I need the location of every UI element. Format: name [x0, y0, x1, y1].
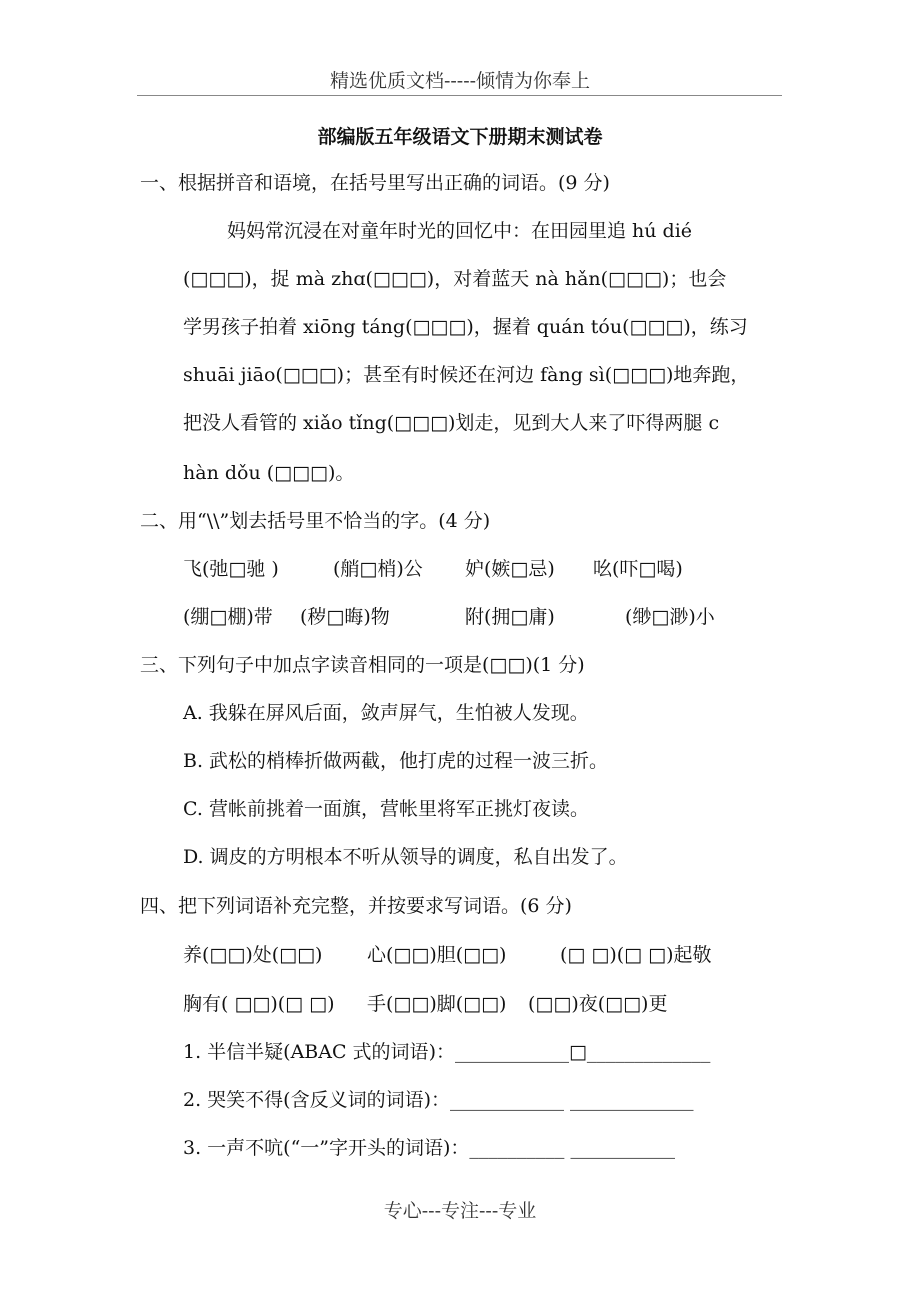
word-choice-item: (艄□梢)公: [333, 558, 423, 580]
word-choice-item: 吆(吓□喝): [593, 558, 683, 580]
header-divider: [137, 95, 782, 96]
option-a: A. 我躲在屏风后面，敛声屏气，生怕被人发现。: [183, 702, 589, 724]
option-c: C. 营帐前挑着一面旗，营帐里将军正挑灯夜读。: [183, 798, 589, 820]
word-choice-item: (绷□棚)带: [183, 606, 273, 628]
idiom-fill-item: 养(□□)处(□□): [183, 944, 323, 966]
page-footer: 专心---专注---专业: [383, 1200, 537, 1222]
section-1-line: hàn dǒu (□□□)。: [183, 462, 355, 484]
word-choice-item: (缈□渺)小: [625, 606, 715, 628]
section-1-line: 把没人看管的 xiǎo tǐng(□□□)划走，见到大人来了吓得两腿 c: [183, 412, 720, 434]
word-writing-item: 3. 一声不吭(“一”字开头的词语)：__________ ___________: [183, 1137, 675, 1159]
section-1-line: shuāi jiāo(□□□)；甚至有时候还在河边 fàng sì(□□□)地奔跑，: [183, 364, 750, 386]
word-choice-item: 飞(弛□驰 ): [183, 558, 279, 580]
option-d: D. 调皮的方明根本不听从领导的调度，私自出发了。: [183, 846, 628, 868]
section-1-line: 学男孩子拍着 xiōng táng(□□□)，握着 quán tóu(□□□)，练习: [183, 316, 748, 338]
word-choice-item: 妒(嫉□忌): [465, 558, 555, 580]
page-header: 精选优质文档-----倾情为你奉上: [329, 70, 591, 92]
section-1-line: 妈妈常沉浸在对童年时光的回忆中：在田园里追 hú dié: [227, 220, 693, 242]
section-2-heading: 二、用“\\”划去括号里不恰当的字。(4 分): [140, 510, 491, 532]
option-b: B. 武松的梢棒折做两截，他打虎的过程一波三折。: [183, 750, 609, 772]
idiom-fill-item: 心(□□)胆(□□): [367, 944, 507, 966]
word-choice-item: 附(拥□庸): [465, 606, 555, 628]
idiom-fill-item: (□□)夜(□□)更: [528, 993, 668, 1015]
section-1-line: (□□□)，捉 mà zhɑ(□□□)，对着蓝天 nà hǎn(□□□)；也会: [183, 268, 727, 290]
word-writing-item: 2. 哭笑不得(含反义词的词语)：____________ _____________: [183, 1089, 694, 1111]
word-choice-item: (秽□晦)物: [300, 606, 390, 628]
idiom-fill-item: 胸有( □□)(□ □): [183, 993, 335, 1015]
section-4-heading: 四、把下列词语补充完整，并按要求写词语。(6 分): [140, 895, 572, 917]
idiom-fill-item: 手(□□)脚(□□): [367, 993, 507, 1015]
idiom-fill-item: (□ □)(□ □)起敬: [560, 944, 712, 966]
section-3-heading: 三、下列句子中加点字读音相同的一项是(□□)(1 分): [140, 654, 585, 676]
section-1-heading: 一、根据拼音和语境，在括号里写出正确的词语。(9 分): [140, 172, 610, 194]
word-writing-item: 1. 半信半疑(ABAC 式的词语)：____________□_____________: [183, 1041, 711, 1063]
exam-title: 部编版五年级语文下册期末测试卷: [317, 126, 603, 148]
